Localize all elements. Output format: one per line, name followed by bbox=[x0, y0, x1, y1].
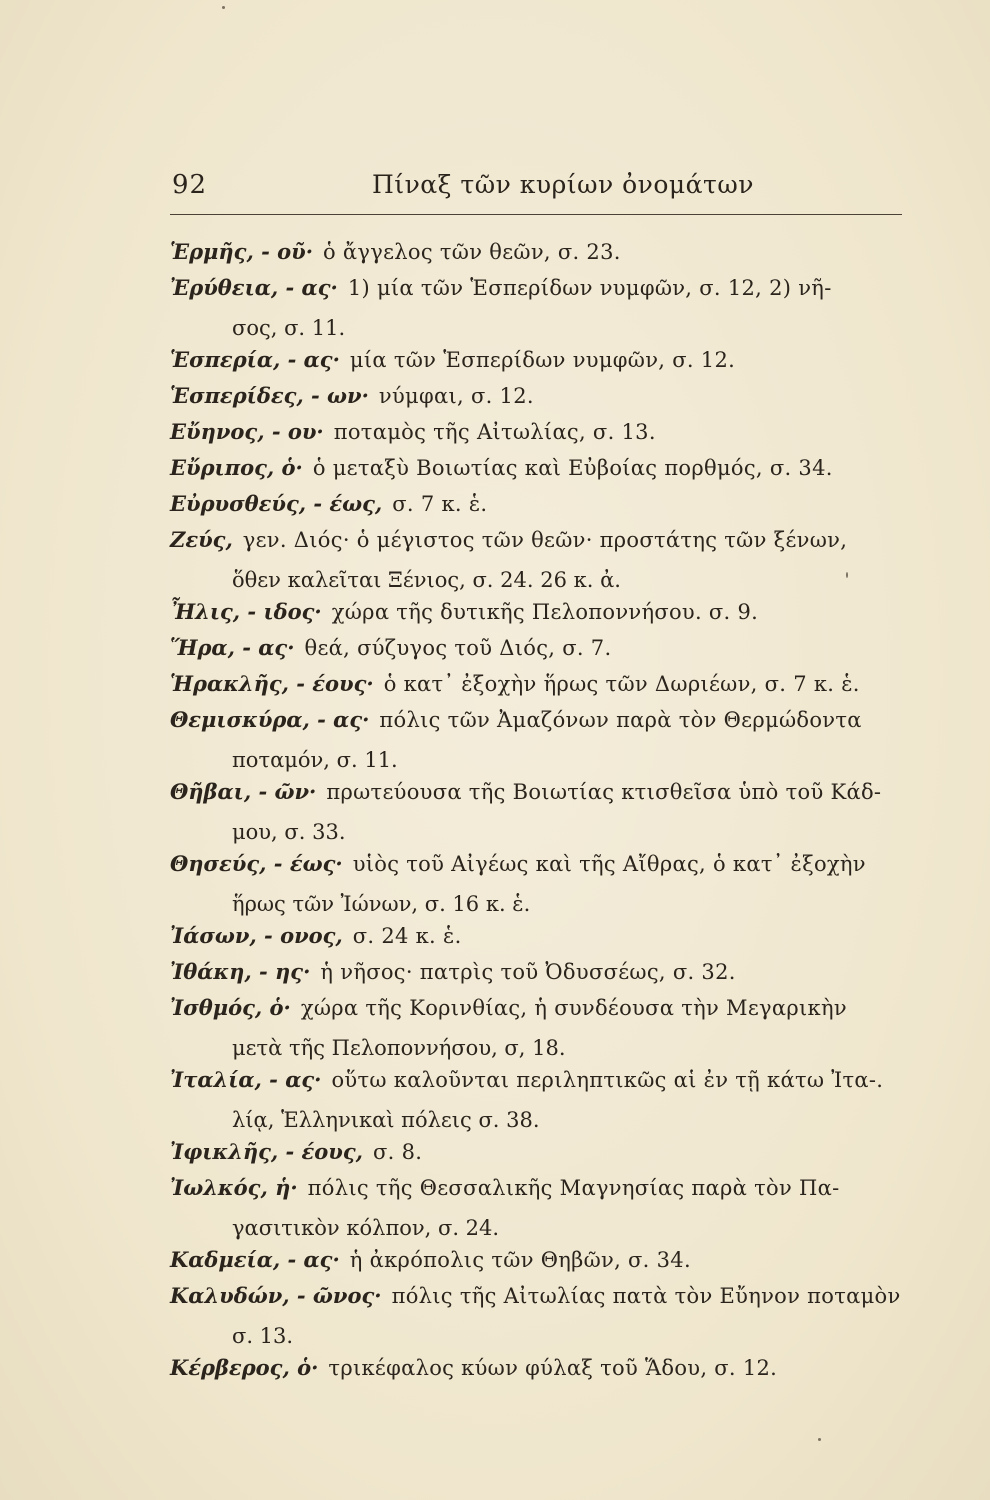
entry-headword: Ἰθάκη, - ης· bbox=[170, 959, 311, 984]
entry-continuation: σ. 13. bbox=[232, 1324, 294, 1348]
entry-text: 1) μία τῶν Ἑσπερίδων νυμφῶν, σ. 12, 2) νῆ- bbox=[347, 276, 832, 300]
entry-headword: Ἑσπερίδες, - ων· bbox=[170, 383, 369, 408]
entry-headword: Ἰσθμός, ὁ· bbox=[170, 995, 291, 1020]
entry-headword: Εὔηνος, - ου· bbox=[170, 419, 324, 444]
entry-headword: Θῆβαι, - ῶν· bbox=[170, 779, 317, 804]
entry-text: ἡ ἀκρόπολις τῶν Θηβῶν, σ. 34. bbox=[349, 1248, 691, 1272]
entry-text: πόλις τῆς Αἰτωλίας πατὰ τὸν Εὔηνον ποταμὸν bbox=[391, 1284, 901, 1308]
paper-speck bbox=[846, 572, 848, 578]
entry-text: σ. 7 κ. ἑ. bbox=[392, 492, 488, 516]
entry-headword: Ἡρακλῆς, - έους· bbox=[170, 671, 374, 696]
entry-headword: Ἰάσων, - ονος, bbox=[170, 923, 343, 948]
entry-continuation: μετὰ τῆς Πελοποννήσου, σ, 18. bbox=[232, 1036, 566, 1060]
entry-text: οὕτω καλοῦνται περιληπτικῶς αἱ ἐν τῇ κάτω Ἰτα-. bbox=[331, 1068, 884, 1092]
index-entry bbox=[170, 1346, 910, 1390]
entry-headword: Εὔριπος, ὁ· bbox=[170, 455, 303, 480]
entry-headword: Καλυδών, - ῶνος· bbox=[170, 1283, 382, 1308]
running-title: Πίναξ τῶν κυρίων ὀνομάτων bbox=[372, 170, 754, 199]
entry-headword: Θησεύς, - έως· bbox=[170, 851, 343, 876]
entry-headword: Ἐρύθεια, - ας· bbox=[170, 275, 338, 300]
paper-speck bbox=[222, 6, 225, 9]
entry-continuation: ὅθεν καλεῖται Ξένιος, σ. 24. 26 κ. ἀ. bbox=[232, 568, 621, 592]
entry-headword: Ἦλις, - ιδος· bbox=[170, 599, 322, 624]
entry-text: ὁ ἄγγελος τῶν θεῶν, σ. 23. bbox=[323, 240, 621, 264]
entry-text: ἡ νῆσος· πατρὶς τοῦ Ὀδυσσέως, σ. 32. bbox=[320, 960, 736, 984]
entry-text: σ. 8. bbox=[372, 1140, 423, 1164]
entry-continuation: μου, σ. 33. bbox=[232, 820, 346, 844]
header-rule bbox=[170, 214, 902, 215]
entry-text: σ. 24 κ. ἑ. bbox=[352, 924, 462, 948]
entry-continuation: γασιτικὸν κόλπον, σ. 24. bbox=[232, 1216, 500, 1240]
entry-headword: Ἰφικλῆς, - έους, bbox=[170, 1139, 363, 1164]
entry-text: χώρα τῆς δυτικῆς Πελοποννήσου. σ. 9. bbox=[331, 600, 759, 624]
entry-text: πόλις τῆς Θεσσαλικῆς Μαγνησίας παρὰ τὸν Πα- bbox=[307, 1176, 840, 1200]
entry-headword: Ἑσπερία, - ας· bbox=[170, 347, 340, 372]
entry-headword: Καδμεία, - ας· bbox=[170, 1247, 340, 1272]
entry-continuation: ποταμόν, σ. 11. bbox=[232, 748, 398, 772]
entry-text: θεά, σύζυγος τοῦ Διός, σ. 7. bbox=[304, 636, 612, 660]
entry-headword: Ἰωλκός, ἡ· bbox=[170, 1175, 298, 1200]
entry-text: πρωτεύουσα τῆς Βοιωτίας κτισθεῖσα ὑπὸ τοῦ Κάδ- bbox=[326, 780, 882, 804]
entry-text: νύμφαι, σ. 12. bbox=[378, 384, 534, 408]
entry-text: υἱὸς τοῦ Αἰγέως καὶ τῆς Αἴθρας, ὁ κατ᾽ ἐξοχὴν bbox=[352, 852, 866, 876]
entry-text: ὁ μεταξὺ Βοιωτίας καὶ Εὐβοίας πορθμός, σ. 34. bbox=[312, 456, 833, 480]
entry-continuation: ἥρως τῶν Ἰώνων, σ. 16 κ. ἑ. bbox=[232, 892, 531, 916]
entry-text: ὁ κατ᾽ ἐξοχὴν ἥρως τῶν Δωριέων, σ. 7 κ. ἑ. bbox=[383, 672, 860, 696]
entry-text: πόλις τῶν Ἀμαζόνων παρὰ τὸν Θερμώδοντα bbox=[379, 708, 862, 732]
paper-speck bbox=[818, 1438, 821, 1441]
entry-text: γεν. Διός· ὁ μέγιστος τῶν θεῶν· προστάτης τῶν ξένων, bbox=[242, 528, 848, 552]
entry-text: χώρα τῆς Κορινθίας, ἡ συνδέουσα τὴν Μεγαρικὴν bbox=[300, 996, 847, 1020]
entry-text: τρικέφαλος κύων φύλαξ τοῦ Ἅδου, σ. 12. bbox=[328, 1356, 778, 1380]
entry-continuation: σος, σ. 11. bbox=[232, 316, 346, 340]
page-header bbox=[172, 168, 902, 212]
entry-headword: Ἑρμῆς, - οῦ· bbox=[170, 239, 314, 264]
entry-headword: Εὐρυσθεύς, - έως, bbox=[170, 491, 383, 516]
entry-headword: Ἰταλία, - ας· bbox=[170, 1067, 322, 1092]
entry-headword: Κέρβερος, ὁ· bbox=[170, 1355, 319, 1380]
entry-text: μία τῶν Ἑσπερίδων νυμφῶν, σ. 12. bbox=[349, 348, 736, 372]
entry-headword: Θεμισκύρα, - ας· bbox=[170, 707, 370, 732]
page-number: 92 bbox=[172, 170, 208, 200]
entry-headword: Ἥρα, - ας· bbox=[170, 635, 295, 660]
entry-text: ποταμὸς τῆς Αἰτωλίας, σ. 13. bbox=[333, 420, 656, 444]
entry-continuation: λίᾳ, Ἑλληνικαὶ πόλεις σ. 38. bbox=[232, 1108, 540, 1132]
entry-headword: Ζεύς, bbox=[170, 527, 233, 552]
